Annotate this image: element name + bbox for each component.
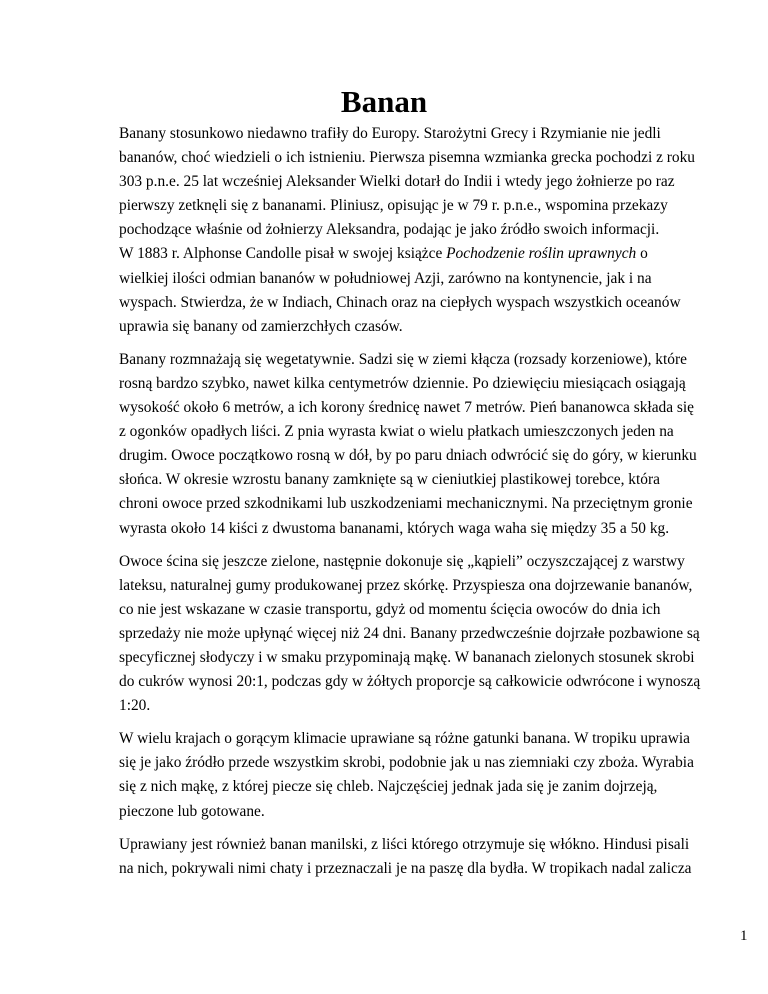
- text-segment: W 1883 r. Alphonse Candolle pisał w swojej książce: [119, 245, 447, 263]
- text-line: bananów, choć wiedzieli o ich istnieniu. Pierwsza pisemna wzmianka grecka pochodzi z roku: [119, 149, 695, 167]
- text-line: na nich, pokrywali nimi chaty i przeznaczali je na paszę dla bydła. W tropikach nadal zalicza: [119, 859, 692, 877]
- text-line: pierwszy zetknęli się z bananami. Pliniusz, opisując je w 79 r. p.n.e., wspomina przekazy: [119, 197, 668, 215]
- text-line: W wielu krajach o gorącym klimacie uprawiane są różne gatunki banana. W tropiku uprawia: [119, 730, 690, 748]
- text-line: Banany rozmnażają się wegetatywnie. Sadzi się w ziemi kłącza (rozsady korzeniowe), które: [119, 350, 687, 368]
- page-number: 1: [740, 928, 748, 944]
- document-body: [119, 122, 701, 881]
- paragraph: [119, 348, 697, 541]
- text-line: wielkiej ilości odmian bananów w południowej Azji, zarówno na kontynencie, jak i na: [119, 269, 652, 287]
- text-line: słońca. W okresie wzrostu banany zamknięte są w cieniutkiej plastikowej torebce, która: [119, 471, 660, 489]
- text-line: do cukrów wynosi 20:1, podczas gdy w żółtych proporcje są całkowicie odwrócone i wynoszą: [119, 673, 701, 691]
- text-line: 1:20.: [119, 697, 151, 715]
- text-line: chroni owoce przed szkodnikami lub uszkodzeniami mechanicznymi. Na przeciętnym gronie: [119, 495, 693, 513]
- document-title: Banan: [340, 84, 428, 119]
- text-line: Banany stosunkowo niedawno trafiły do Europy. Starożytni Grecy i Rzymianie nie jedli: [119, 125, 661, 142]
- paragraph: [119, 833, 692, 881]
- text-line: wyrasta około 14 kiści z dwustoma bananami, których waga waha się między 35 a 50 kg.: [119, 519, 670, 537]
- text-line: Uprawiany jest również banan manilski, z liści którego otrzymuje się włókno. Hindusi pisali: [119, 835, 690, 853]
- text-line: rosną bardzo szybko, nawet kilka centymetrów dziennie. Po dziewięciu miesiącach osiągają: [119, 374, 686, 392]
- text-line: się z nich mąkę, z której piecze się chleb. Najczęściej jednak jada się je zanim dojrzeją,: [119, 778, 658, 796]
- text-segment: o: [636, 245, 648, 263]
- text-line: drugim. Owoce początkowo rosną w dół, by po paru dniach odwrócić się do góry, w kierunku: [119, 447, 697, 465]
- text-line: wyspach. Stwierdza, że w Indiach, Chinach oraz na ciepłych wyspach wszystkich oceanów: [119, 293, 681, 311]
- text-line: uprawia się banany od zamierzchłych czasów.: [119, 317, 403, 335]
- text-line: pieczone lub gotowane.: [119, 802, 265, 820]
- text-line: sprzedaży nie może upłynąć więcej niż 24 dni. Banany przedwcześnie dojrzałe pozbawione są: [119, 624, 700, 642]
- text-line: pochodzące właśnie od żołnierzy Aleksandra, podając je jako źródło swoich informacji.: [119, 221, 660, 239]
- text-line: [119, 242, 679, 266]
- text-line: co nie jest wskazane w czasie transportu, gdyż od momentu ścięcia owoców do dnia ich: [119, 600, 661, 618]
- paragraph: [119, 550, 701, 719]
- text-line: wysokość około 6 metrów, a ich korony średnicę nawet 7 metrów. Pień bananowca składa się: [119, 399, 694, 417]
- text-line: z ogonków opadłych liści. Z pnia wyrasta kwiat o wielu płatkach umieszczonych jeden na: [119, 423, 674, 441]
- paragraph: [119, 727, 694, 823]
- paragraph: [119, 122, 695, 339]
- text-line: specyficznej słodyczy i w smaku przypominają mąkę. W bananach zielonych stosunek skrobi: [119, 648, 695, 666]
- text-line: Owoce ścina się jeszcze zielone, następnie dokonuje się „kąpieli” oczyszczającej z warstwy: [119, 552, 685, 570]
- book-title-italic: Pochodzenie roślin uprawnych: [446, 245, 637, 263]
- text-line: się je jako źródło przede wszystkim skrobi, podobnie jak u nas ziemniaki czy zboża. Wyrabia: [119, 754, 694, 772]
- text-line: 303 p.n.e. 25 lat wcześniej Aleksander Wielki dotarł do Indii i wtedy jego żołnierze po raz: [119, 173, 675, 191]
- text-line: lateksu, naturalnej gumy produkowanej przez skórkę. Przyspiesza ona dojrzewanie bananów,: [119, 576, 693, 594]
